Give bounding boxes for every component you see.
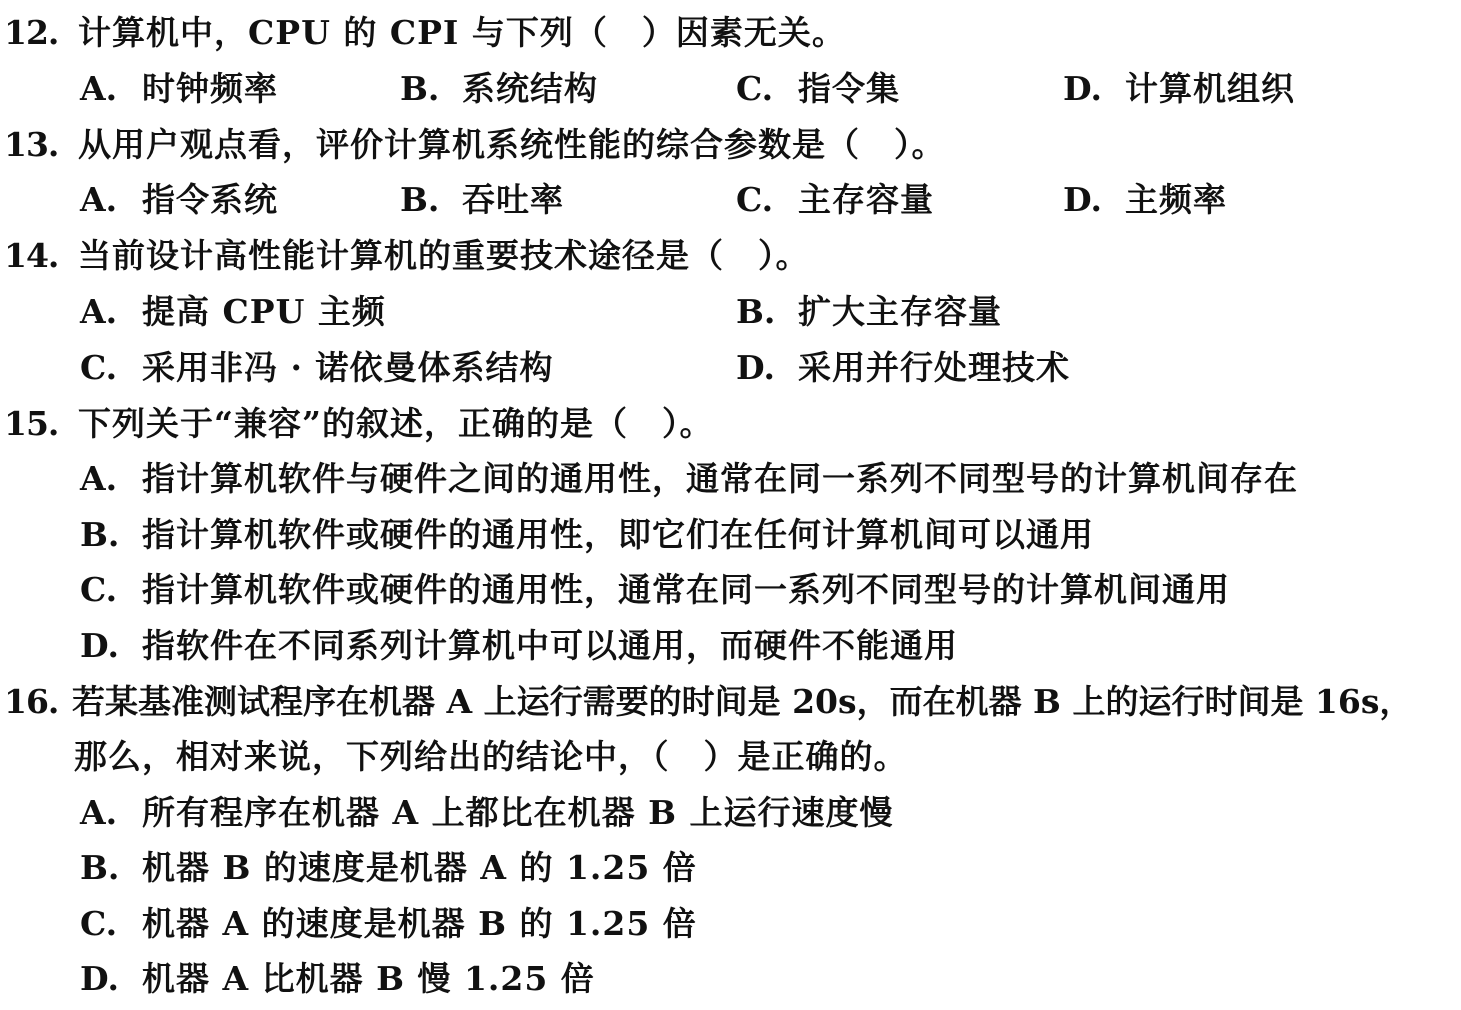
option-letter: D. [1063,69,1102,108]
option-letter: C. [80,904,118,943]
options-row [0,172,1461,228]
question-stem: 若某基准测试程序在机器 A 上运行需要的时间是 20s，而在机器 B 上的运行时间是 16s， [72,682,1413,721]
option-text: 采用并行处理技术 [798,348,1070,387]
option-text: 吞吐率 [462,180,564,219]
option-text: 机器 A 比机器 B 慢 1.25 倍 [142,959,595,998]
option-letter: C. [80,348,118,387]
question-number: 15. [4,404,59,443]
option-text: 提高 CPU 主频 [142,292,386,331]
option-letter: B. [400,180,440,219]
question-stem: 计算机中，CPU 的 CPI 与下列（ ）因素无关。 [78,13,846,52]
option-letter: B. [400,69,440,108]
option-letter: C. [736,180,774,219]
option-text: 扩大主存容量 [798,292,1002,331]
option-text: 指令集 [798,69,900,108]
option-letter: B. [80,848,120,887]
options-row [0,340,1461,396]
option-text: 计算机组织 [1125,69,1295,108]
options-row [0,284,1461,340]
option-letter: D. [80,626,119,665]
options-row [0,618,1461,674]
option-text: 指计算机软件或硬件的通用性，通常在同一系列不同型号的计算机间通用 [142,570,1230,609]
option-text: 机器 A 的速度是机器 B 的 1.25 倍 [142,904,697,943]
question-number: 13. [4,125,59,164]
option-text: 指令系统 [142,180,278,219]
option-text: 所有程序在机器 A 上都比在机器 B 上运行速度慢 [142,793,894,832]
option-text: 机器 B 的速度是机器 A 的 1.25 倍 [142,848,697,887]
question-number: 16. [4,682,59,721]
option-letter: A. [80,459,118,498]
option-text: 时钟频率 [142,69,278,108]
option-letter: A. [80,180,118,219]
question-stem: 当前设计高性能计算机的重要技术途径是（ ）。 [78,236,810,275]
option-text: 主频率 [1125,180,1227,219]
options-row [0,61,1461,117]
options-row [0,451,1461,507]
options-row [0,840,1461,896]
option-letter: A. [80,793,118,832]
option-letter: C. [736,69,774,108]
option-text: 主存容量 [798,180,934,219]
options-row [0,951,1461,1007]
question-stem-continued: 那么，相对来说，下列给出的结论中，（ ）是正确的。 [74,737,908,776]
option-text: 采用非冯 · 诺依曼体系结构 [142,348,554,387]
options-row [0,896,1461,952]
question-stem: 从用户观点看，评价计算机系统性能的综合参数是（ ）。 [78,125,946,164]
question-number: 12. [4,13,59,52]
option-letter: B. [736,292,776,331]
options-row [0,785,1461,841]
option-text: 指计算机软件与硬件之间的通用性，通常在同一系列不同型号的计算机间存在 [142,459,1298,498]
option-letter: D. [736,348,775,387]
option-letter: D. [1063,180,1102,219]
option-letter: A. [80,292,118,331]
option-text: 指计算机软件或硬件的通用性，即它们在任何计算机间可以通用 [142,515,1094,554]
question-number: 14. [4,236,59,275]
option-letter: A. [80,69,118,108]
option-text: 系统结构 [462,69,598,108]
options-row [0,562,1461,618]
option-letter: B. [80,515,120,554]
options-row [0,507,1461,563]
option-letter: D. [80,959,119,998]
question-stem: 下列关于“兼容”的叙述，正确的是（ ）。 [78,404,714,443]
option-letter: C. [80,570,118,609]
option-text: 指软件在不同系列计算机中可以通用，而硬件不能通用 [142,626,958,665]
